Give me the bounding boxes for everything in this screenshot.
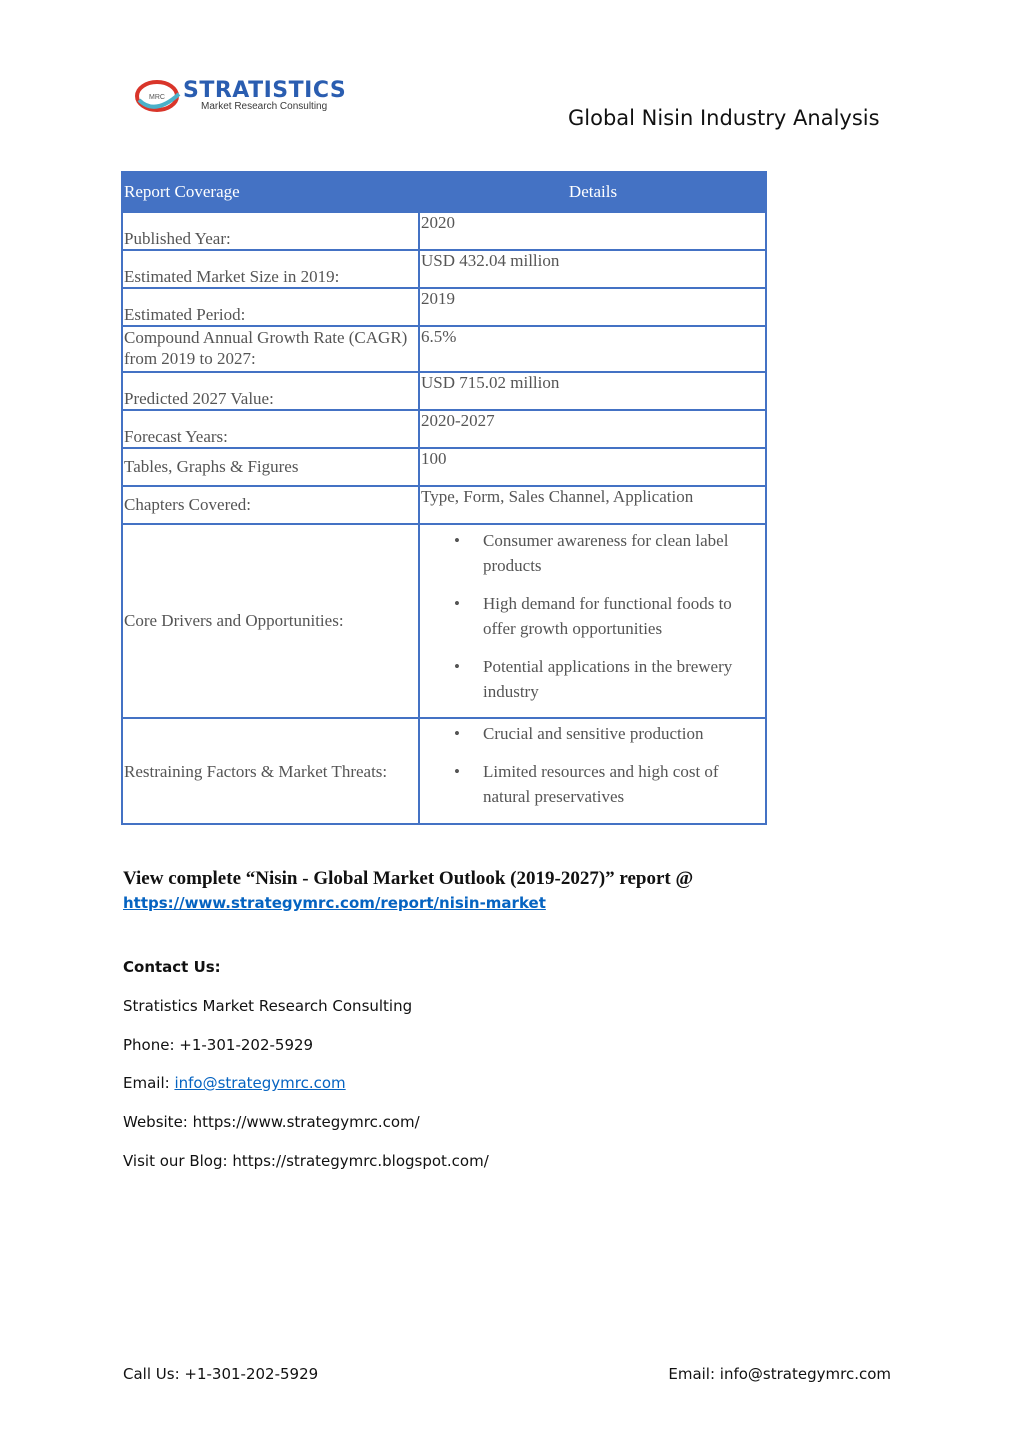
- bullet-icon: •: [454, 762, 460, 781]
- logo-badge: MRC: [149, 94, 165, 101]
- row-label: Published Year:: [122, 212, 419, 250]
- row-value: 6.5%: [419, 326, 766, 372]
- row-label: Estimated Market Size in 2019:: [122, 250, 419, 288]
- contact-email-label: Email:: [123, 1074, 175, 1092]
- row-label: Forecast Years:: [122, 410, 419, 448]
- row-label: Compound Annual Growth Rate (CAGR) from 2019 to 2027:: [122, 326, 419, 372]
- logo-tagline: Market Research Consulting: [201, 101, 328, 112]
- bullet-icon: •: [454, 531, 460, 550]
- restraints-cell: [419, 718, 766, 824]
- company-logo: [135, 74, 355, 118]
- column-header-details: Details: [419, 172, 766, 212]
- row-label: Chapters Covered:: [122, 486, 419, 524]
- footer-phone: Call Us: +1-301-202-5929: [123, 1365, 319, 1383]
- contact-email-link[interactable]: info@strategymrc.com: [174, 1074, 346, 1092]
- bullet-icon: •: [454, 724, 460, 743]
- table-row: [122, 448, 766, 486]
- list-item: • High demand for functional foods to offer growth opportunities: [421, 591, 765, 641]
- restraints-label: Restraining Factors & Market Threats:: [122, 718, 419, 824]
- row-label: Estimated Period:: [122, 288, 419, 326]
- table-row: [122, 410, 766, 448]
- row-label: Predicted 2027 Value:: [122, 372, 419, 410]
- row-value: 100: [419, 448, 766, 486]
- contact-heading: Contact Us:: [123, 958, 221, 976]
- footer-email: Email: info@strategymrc.com: [668, 1365, 891, 1383]
- table-row: [122, 326, 766, 372]
- table-row: [122, 212, 766, 250]
- table-row: [122, 486, 766, 524]
- row-value: USD 432.04 million: [419, 250, 766, 288]
- list-item: • Crucial and sensitive production: [421, 721, 765, 746]
- list-item: • Limited resources and high cost of natural preservatives: [421, 759, 765, 809]
- row-label: Tables, Graphs & Figures: [122, 448, 419, 486]
- column-header-report-coverage: Report Coverage: [122, 172, 419, 212]
- table-row: [122, 288, 766, 326]
- table-header-row: [122, 172, 766, 212]
- logo-emblem-icon: [135, 76, 183, 116]
- table-row-drivers: [122, 524, 766, 718]
- drivers-label: Core Drivers and Opportunities:: [122, 524, 419, 718]
- list-item: • Potential applications in the brewery industry: [421, 654, 765, 704]
- logo-wordmark: STRATISTICS: [183, 78, 347, 103]
- bullet-icon: •: [454, 594, 460, 613]
- report-link[interactable]: https://www.strategymrc.com/report/nisin-market: [123, 894, 546, 912]
- contact-company: Stratistics Market Research Consulting: [123, 997, 413, 1015]
- contact-email-line: [123, 1074, 346, 1092]
- list-item: • Consumer awareness for clean label products: [421, 528, 765, 578]
- contact-phone: Phone: +1-301-202-5929: [123, 1036, 314, 1054]
- table-row: [122, 372, 766, 410]
- drivers-list: [421, 528, 765, 704]
- contact-website: Website: https://www.strategymrc.com/: [123, 1113, 420, 1131]
- row-value: 2020: [419, 212, 766, 250]
- row-value: USD 715.02 million: [419, 372, 766, 410]
- table-row-restraints: [122, 718, 766, 824]
- report-coverage-table: [121, 171, 767, 825]
- row-value: Type, Form, Sales Channel, Application: [419, 486, 766, 524]
- page-title: Global Nisin Industry Analysis: [568, 106, 880, 130]
- drivers-cell: [419, 524, 766, 718]
- bullet-icon: •: [454, 657, 460, 676]
- row-value: 2020-2027: [419, 410, 766, 448]
- table-row: [122, 250, 766, 288]
- restraints-list: [421, 721, 765, 809]
- view-report-text: View complete “Nisin - Global Market Outlook (2019-2027)” report @: [123, 868, 694, 889]
- row-value: 2019: [419, 288, 766, 326]
- contact-blog: Visit our Blog: https://strategymrc.blogspot.com/: [123, 1152, 489, 1170]
